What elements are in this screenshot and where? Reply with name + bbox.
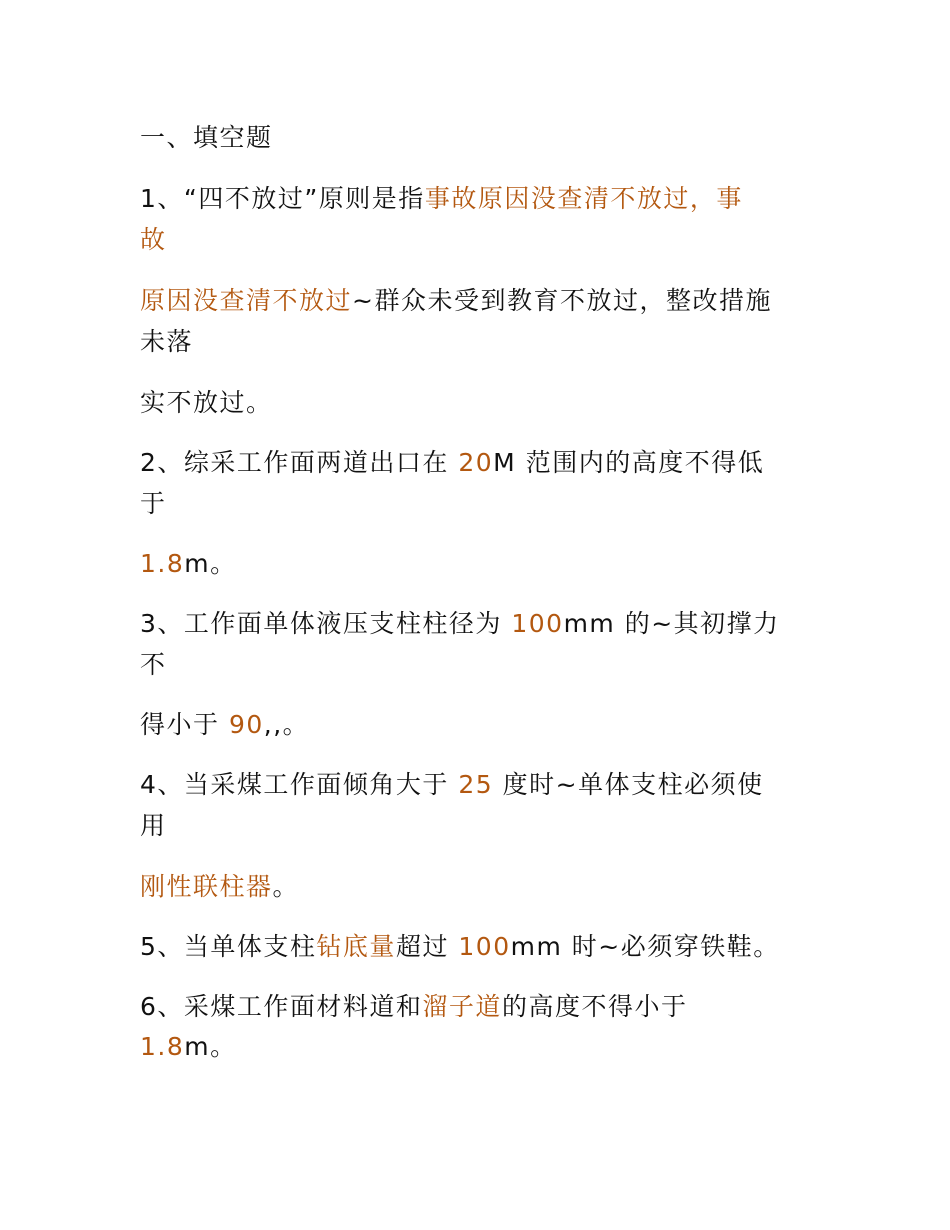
question-3-line-3 [140,710,309,740]
question-3-answer: 90 [228,710,264,739]
question-6-line-2 [140,1032,237,1062]
question-6-text: 6、采煤工作面材料道和 [140,992,423,1021]
question-2-answer: 1.8 [140,549,185,578]
question-4-line-1 [140,770,764,800]
section-heading [140,123,273,153]
question-2-text: 于 [140,489,167,518]
question-5-answer: 100 [458,932,511,961]
question-1-text: ~群众未受到教育不放过，整改措施 [352,286,772,315]
question-1-line-1 [140,184,743,214]
question-5-text: 超过 [395,932,459,961]
question-5-line-1 [140,932,780,962]
question-4-answer: 25 [458,770,494,799]
question-3-text: 不 [140,650,167,679]
question-4-text: 。 [272,872,300,901]
question-3-text: 得小于 [140,710,229,739]
question-6-answer: 溜子道 [422,992,502,1021]
question-4-answer: 刚性联柱器 [140,872,273,901]
question-1-line-2 [140,225,167,255]
question-3-text: mm 的~其初撑力 [563,609,780,638]
question-1-answer: 故 [140,225,167,254]
question-5-answer: 钻底量 [316,932,396,961]
question-2-text: m。 [184,549,237,578]
question-1-line-3 [140,286,772,316]
question-1-line-4 [140,327,193,357]
question-3-line-1 [140,609,780,639]
question-6-line-1 [140,992,687,1022]
question-6-answer: 1.8 [140,1032,185,1061]
question-4-text: 用 [140,811,167,840]
question-3-answer: 100 [511,609,564,638]
question-4-text: 4、当采煤工作面倾角大于 [140,770,459,799]
question-1-line-5 [140,388,273,418]
question-6-text: 的高度不得小于 [501,992,688,1021]
question-1-text: 实不放过。 [140,388,273,417]
question-2-line-3 [140,549,237,579]
question-3-line-2 [140,650,167,680]
question-2-answer: 20 [458,448,494,477]
question-2-text: 2、综采工作面两道出口在 [140,448,459,477]
question-5-text: 5、当单体支柱 [140,932,317,961]
question-2-line-2 [140,489,167,519]
heading-text: 一、填空题 [140,123,273,152]
question-5-text: mm 时~必须穿铁鞋。 [510,932,780,961]
question-4-line-2 [140,811,167,841]
question-1-text: 1、“四不放过”原则是指 [140,184,425,213]
question-1-text: 未落 [140,327,194,356]
question-4-line-3 [140,872,299,902]
question-2-text: M 范围内的高度不得低 [493,448,765,477]
question-3-text: ,,。 [263,710,310,739]
question-6-text: m。 [184,1032,237,1061]
question-1-answer: 事故原因没查清不放过，事 [424,184,743,213]
question-3-text: 3、工作面单体液压支柱柱径为 [140,609,512,638]
question-4-text: 度时~单体支柱必须使 [493,770,764,799]
question-2-line-1 [140,448,764,478]
question-1-answer: 原因没查清不放过 [140,286,353,315]
